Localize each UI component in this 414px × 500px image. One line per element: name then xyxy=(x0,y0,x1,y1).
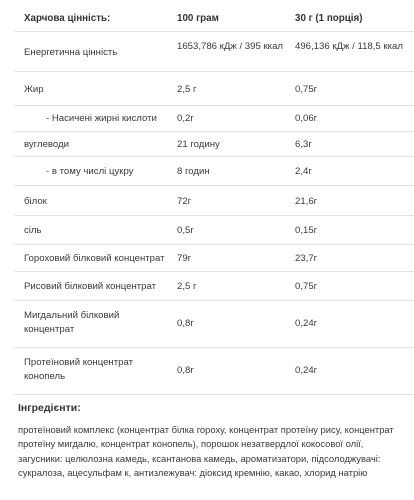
row-value-100g: 0,5г xyxy=(177,225,194,236)
row-label: - в тому числі цукру xyxy=(46,166,134,177)
row-label: вуглеводи xyxy=(24,139,69,150)
row-value-100g: 8 годин xyxy=(177,166,210,177)
header-per-serving: 30 г (1 порція) xyxy=(295,13,363,24)
row-value-100g: 0,8г xyxy=(177,318,194,329)
row-value-100g: 1653,786 кДж / 395 ккал xyxy=(177,41,283,52)
table-row xyxy=(14,132,414,157)
row-value-100g: 0,2г xyxy=(177,113,194,124)
row-value-100g: 72г xyxy=(177,196,192,207)
row-value-serving: 0,24г xyxy=(295,318,318,329)
ingredients-section xyxy=(18,402,410,480)
row-value-100g: 79г xyxy=(177,253,192,264)
row-value-serving: 0,75г xyxy=(295,281,318,292)
header-nutrition-value: Харчова цінність: xyxy=(24,13,111,24)
row-label: сіль xyxy=(24,225,42,236)
row-value-100g: 2,5 г xyxy=(177,84,197,95)
table-row xyxy=(14,186,414,216)
row-value-100g: 2,5 г xyxy=(177,281,197,292)
table-row xyxy=(14,32,414,72)
row-label: Протеїновий концентрат конопель xyxy=(24,357,133,382)
row-value-serving: 0,15г xyxy=(295,225,318,236)
row-value-serving: 6,3г xyxy=(295,139,312,150)
table-row xyxy=(14,348,414,395)
ingredients-title: Інгредієнти: xyxy=(18,402,81,414)
row-value-serving: 0,24г xyxy=(295,365,318,376)
row-value-serving: 0,06г xyxy=(295,113,318,124)
table-row xyxy=(14,157,414,186)
table-row xyxy=(14,301,414,348)
table-header-row xyxy=(14,0,414,32)
row-value-serving: 0,75г xyxy=(295,84,318,95)
row-label: Енергетична цінність xyxy=(24,47,118,58)
row-value-serving: 496,136 кДж / 118,5 ккал xyxy=(295,41,403,52)
row-label: білок xyxy=(24,196,47,207)
row-label: Жир xyxy=(24,84,44,95)
row-value-100g: 0,8г xyxy=(177,365,194,376)
ingredients-text: протеїновий комплекс (концентрат білка гороху, концентрат протеїну рису, концентрат протеїну мигдалю, концентрат конопель), порошок незатвердлої кокосової олії, загусники: целюлозна камедь, ксантанова камедь, ароматизатори, підсолоджувачі: сукралоза, ацесульфам к, антизлежувач: діоксид кремнію, какао, хлорид натрію xyxy=(18,424,394,478)
row-value-serving: 2,4г xyxy=(295,166,312,177)
table-row xyxy=(14,245,414,272)
table-row xyxy=(14,106,414,132)
row-label: Рисовий білковий концентрат xyxy=(24,281,157,292)
row-label: - Насичені жирні кислоти xyxy=(46,113,157,124)
table-row xyxy=(14,216,414,245)
nutrition-table xyxy=(14,0,414,395)
table-row xyxy=(14,72,414,106)
row-value-serving: 23,7г xyxy=(295,253,318,264)
header-per-100g: 100 грам xyxy=(177,13,219,24)
table-row xyxy=(14,272,414,301)
row-label: Мигдальний білковий концентрат xyxy=(24,310,120,335)
row-label: Гороховий білковий концентрат xyxy=(24,253,165,264)
row-value-100g: 21 годину xyxy=(177,139,220,150)
row-value-serving: 21,6г xyxy=(295,196,318,207)
